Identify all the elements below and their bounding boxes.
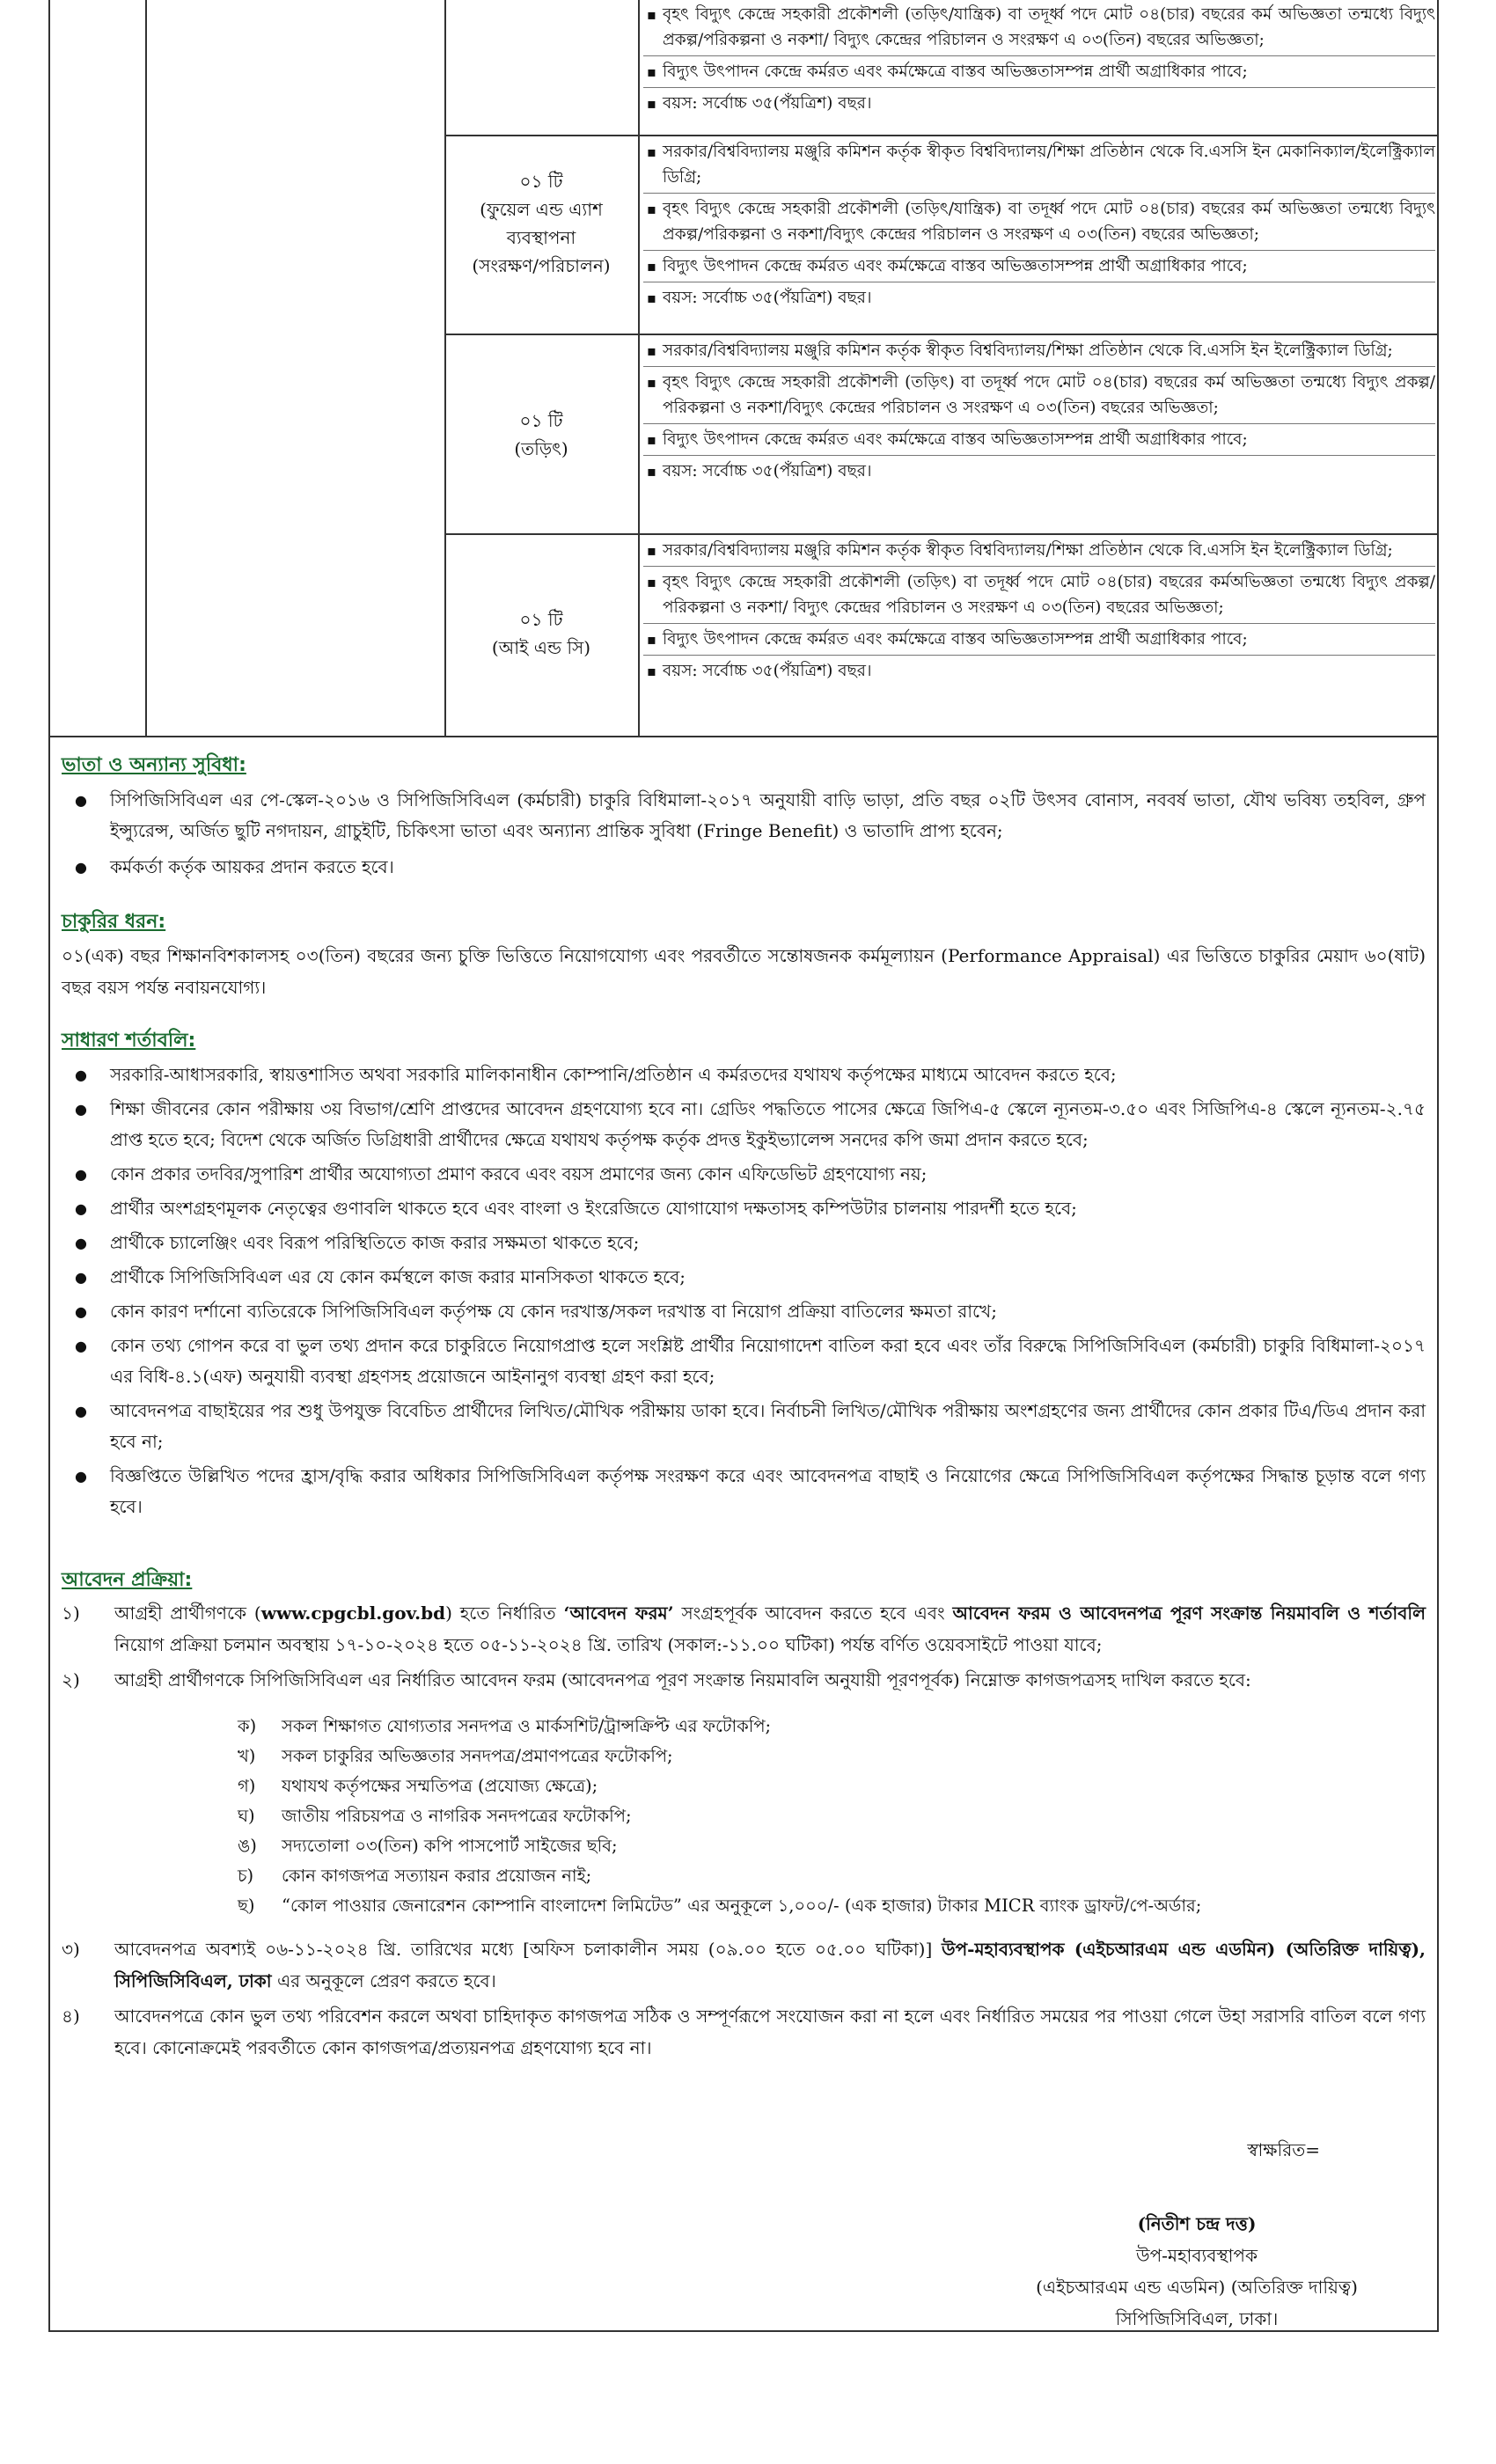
list-item: ● আবেদনপত্র বাছাইয়ের পর শুধু উপযুক্ত বিবেচিত প্রার্থীদের লিখিত/মৌখিক পরীক্ষায় ডাকা হবে। নির্বাচনী লিখিত/মৌখিক পরীক্ষায় অংশগ্রহণের জন্য প্রার্থীদের কোন প্রকার টিএ/ডিএ প্রদান করা হবে না; [75, 1396, 1426, 1457]
table-col-divider [638, 0, 640, 737]
table-row-divider [444, 334, 1437, 335]
requirement-item: ▪ বিদ্যুৎ উৎপাদন কেন্দ্রে কর্মরত এবং কর্মক্ষেত্রে বাস্তব অভিজ্ঞতাসম্পন্ন প্রার্থী অগ্রাধিকার পাবে; [643, 427, 1435, 452]
general-terms-heading: সাধারণ শর্তাবলি: [62, 1030, 196, 1052]
list-item: ● শিক্ষা জীবনের কোন পরীক্ষায় ৩য় বিভাগ/শ্রেণি প্রাপ্তদের আবেদন গ্রহণযোগ্য হবে না। গ্রেডিং পদ্ধতিতে পাসের ক্ষেত্রে জিপিএ-৫ স্কেলে ন্যূনতম-৩.৫০ এবং সিজিপিএ-৪ স্কেলে ন্যূনতম-২.৭৫ প্রাপ্ত হতে হবে; বিদেশ থেকে অর্জিত ডিগ্রিধারী প্রার্থীদের ক্ষেত্রে যথাযথ কর্তৃপক্ষ কর্তৃক প্রদত্ত ইকুইভ্যালেন্স সনদের কপি জমা প্রদান করতে হবে; [75, 1094, 1426, 1155]
list-item: ● বিজ্ঞপ্তিতে উল্লিখিত পদের হ্রাস/বৃদ্ধি করার অধিকার সিপিজিসিবিএল কর্তৃপক্ষ সংরক্ষণ করে এবং আবেদনপত্র বাছাই ও নিয়োগের ক্ষেত্রে সিপিজিসিবিএল কর্তৃপক্ষের সিদ্ধান্ত চূড়ান্ত বলে গণ্য হবে। [75, 1461, 1426, 1522]
list-item: ● প্রার্থীকে চ্যালেঞ্জিং এবং বিরূপ পরিস্থিতিতে কাজ করার সক্ষমতা থাকতে হবে; [75, 1228, 1426, 1258]
post-count-cell [444, 605, 638, 662]
requirement-item: ▪ বৃহৎ বিদ্যুৎ কেন্দ্রে সহকারী প্রকৌশলী (তড়িৎ) বা তদূর্ধ্ব পদে মোট ০৪(চার) বছরের কর্মঅভিজ্ঞতা তন্মধ্যে বিদ্যুৎ প্রকল্প/পরিকল্পনা ও নকশা/ বিদ্যুৎ কেন্দ্রের পরিচালন ও সংরক্ষণ এ ০৩(তিন) বছরের অভিজ্ঞতা; [643, 569, 1435, 620]
table-row [643, 338, 1435, 484]
list-item: ● সিপিজিসিবিএল এর পে-স্কেল-২০১৬ ও সিপিজিসিবিএল (কর্মচারী) চাকুরি বিধিমালা-২০১৭ অনুযায়ী বাড়ি ভাড়া, প্রতি বছর ০২টি উৎসব বোনাস, নববর্ষ ভাতা, যৌথ ভবিষ্য তহবিল, গ্রুপ ইন্স্যুরেন্স, অর্জিত ছুটি নগদায়ন, গ্রাচুইটি, চিকিৎসা ভাতা এবং অন্যান্য প্রান্তিক সুবিধা (Fringe Benefit) ও ভাতাদি প্রাপ্য হবেন; [75, 785, 1426, 847]
application-step: ৪) আবেদনপত্রে কোন ভুল তথ্য পরিবেশন করলে অথবা চাহিদাকৃত কাগজপত্র সঠিক ও সম্পূর্ণরূপে সংযোজন করা না হলে এবং নির্ধারিত সময়ের পর পাওয়া গেলে উহা সরাসরি বাতিল বলে গণ্য হবে। কোনোক্রমেই পরবর্তীতে কোন কাগজপত্র/প্রত্যয়নপত্র গ্রহণযোগ্য হবে না। [62, 2000, 1426, 2064]
application-step: ২) আগ্রহী প্রার্থীগণকে সিপিজিসিবিএল এর নির্ধারিত আবেদন ফরম (আবেদনপত্র পূরণ সংক্রান্ত নিয়মাবলি অনুযায়ী পূরণপূর্বক) নিম্নোক্ত কাগজপত্রসহ দাখিল করতে হবে: ক) সকল শিক্ষাগত যোগ্যতার সনদপত্র ও মার্কসশিট/ট্রান্সক্রিপ্ট এর ফটোকপি; খ) সকল চাকুরির অভিজ্ঞতার সনদপত্র/প্রমাণপত্রের ফটোকপি; গ) যথাযথ কর্তৃপক্ষের সম্মতিপত্র (প্রযোজ্য ক্ষেত্রে); ঘ) জাতীয় পরিচয়পত্র ও নাগরিক সনদপত্রের ফটোকপি; ঙ) সদ্যতোলা ০৩(তিন) কপি পাসপোর্ট সাইজের ছবি; চ) কোন কাগজপত্র সত্যায়ন করার প্রয়োজন নাই; ছ) “কোল পাওয়ার জেনারেশন কোম্পানি বাংলাদেশ লিমিটেড” এর অনুকূলে ১,০০০/- (এক হাজার) টাকার MICR ব্যাংক ড্রাফট/পে-অর্ডার; [62, 1664, 1426, 1921]
requirement-item: ▪ সরকার/বিশ্ববিদ্যালয় মঞ্জুরি কমিশন কর্তৃক স্বীকৃত বিশ্ববিদ্যালয়/শিক্ষা প্রতিষ্ঠান থেকে বি.এসসি ইন ইলেক্ট্রিক্যাল ডিগ্রি; [643, 338, 1435, 363]
table-row-divider [444, 533, 1437, 535]
table-row [643, 2, 1435, 116]
step-number: ৪) [62, 2006, 80, 2027]
table-col-divider [145, 0, 147, 737]
table-bottom-border [48, 736, 1439, 737]
requirement-item: ▪ বিদ্যুৎ উৎপাদন কেন্দ্রে কর্মরত এবং কর্মক্ষেত্রে বাস্তব অভিজ্ঞতাসম্পন্ন প্রার্থী অগ্রাধিকার পাবে; [643, 253, 1435, 279]
post-discipline: (সংরক্ষণ/পরিচালন) [472, 255, 611, 276]
post-discipline: ব্যবস্থাপনা [506, 227, 576, 248]
list-item: ঙ) সদ্যতোলা ০৩(তিন) কপি পাসপোর্ট সাইজের ছবি; [238, 1836, 618, 1856]
signatory-name: (নিতীশ চন্দ্র দত্ত) [1137, 2213, 1257, 2234]
requirement-item: ▪ বৃহৎ বিদ্যুৎ কেন্দ্রে সহকারী প্রকৌশলী (তড়িৎ/যান্ত্রিক) বা তদূর্ধ্ব পদে মোট ০৪(চার) বছরের কর্ম অভিজ্ঞতা তন্মধ্যে বিদ্যুৎ প্রকল্প/পরিকল্পনা ও নকশা/বিদ্যুৎ কেন্দ্রের পরিচালন ও সংরক্ষণ এ ০৩(তিন) বছরের অভিজ্ঞতা; [643, 196, 1435, 247]
list-item: ● প্রার্থীকে সিপিজিসিবিএল এর যে কোন কর্মস্থলে কাজ করার মানসিকতা থাকতে হবে; [75, 1262, 1426, 1293]
signature-block [1021, 2134, 1373, 2335]
job-type-heading: চাকুরির ধরন: [62, 911, 166, 933]
post-count: ০১ টি [519, 410, 563, 431]
requirement-item: ▪ বৃহৎ বিদ্যুৎ কেন্দ্রে সহকারী প্রকৌশলী (তড়িৎ/যান্ত্রিক) বা তদূর্ধ্ব পদে মোট ০৪(চার) বছরের কর্ম অভিজ্ঞতা তন্মধ্যে বিদ্যুৎ প্রকল্প/পরিকল্পনা ও নকশা/ বিদ্যুৎ কেন্দ্রের পরিচালন ও সংরক্ষণ এ ০৩(তিন) বছরের অভিজ্ঞতা; [643, 2, 1435, 53]
list-item: ● প্রার্থীর অংশগ্রহণমূলক নেতৃত্বের গুণাবলি থাকতে হবে এবং বাংলা ও ইংরেজিতে যোগাযোগ দক্ষতাসহ কম্পিউটার চালনায় পারদর্শী হতে হবে; [75, 1193, 1426, 1224]
post-discipline: (ফুয়েল এন্ড এ্যাশ [480, 199, 603, 220]
list-item: ছ) “কোল পাওয়ার জেনারেশন কোম্পানি বাংলাদেশ লিমিটেড” এর অনুকূলে ১,০০০/- (এক হাজার) টাকার MICR ব্যাংক ড্রাফট/পে-অর্ডার; [238, 1896, 1202, 1916]
signatory-department: (এইচআরএম এন্ড এডমিন) (অতিরিক্ত দায়িত্ব) [1036, 2277, 1358, 2298]
list-item: ● কোন প্রকার তদবির/সুপারিশ প্রার্থীর অযোগ্যতা প্রমাণ করবে এবং বয়স প্রমাণের জন্য কোন এফিডেভিট গ্রহণযোগ্য নয়; [75, 1159, 1426, 1190]
job-type-text: ০১(এক) বছর শিক্ষানবিশকালসহ ০৩(তিন) বছরের জন্য চুক্তি ভিত্তিতে নিয়োগযোগ্য এবং পরবর্তীতে সন্তোষজনক কর্মমূল্যায়ন (Performance Appraisal) এর ভিত্তিতে চাকুরির মেয়াদ ৬০(ষাট) বছর বয়স পর্যন্ত নবায়নযোগ্য। [62, 945, 1426, 998]
list-item: ● কর্মকর্তা কর্তৃক আয়কর প্রদান করতে হবে। [75, 852, 1426, 883]
step-number: ৩) [62, 1939, 80, 1960]
document-checklist [238, 1712, 1426, 1921]
step-number: ১) [62, 1602, 80, 1624]
list-item: ● কোন কারণ দর্শানো ব্যতিরেকে সিপিজিসিবিএল কর্তৃপক্ষ যে কোন দরখাস্ত/সকল দরখাস্ত বা নিয়োগ প্রক্রিয়া বাতিলের ক্ষমতা রাখে; [75, 1296, 1426, 1327]
list-item: গ) যথাযথ কর্তৃপক্ষের সম্মতিপত্র (প্রযোজ্য ক্ষেত্রে); [238, 1776, 598, 1796]
website-link[interactable]: www.cpgcbl.gov.bd [260, 1602, 446, 1624]
requirement-item: ▪ বৃহৎ বিদ্যুৎ কেন্দ্রে সহকারী প্রকৌশলী (তড়িৎ) বা তদূর্ধ্ব পদে মোট ০৪(চার) বছরের কর্ম অভিজ্ঞতা তন্মধ্যে বিদ্যুৎ প্রকল্প/পরিকল্পনা ও নকশা/বিদ্যুৎ কেন্দ্রের পরিচালন ও সংরক্ষণ এ ০৩(তিন) বছরের অভিজ্ঞতা; [643, 370, 1435, 421]
requirement-item: ▪ বয়স: সর্বোচ্চ ৩৫(পঁয়ত্রিশ) বছর। [643, 91, 1435, 116]
post-count: ০১ টি [519, 171, 563, 192]
table-row [643, 139, 1435, 311]
signatory-designation: উপ-মহাব্যবস্থাপক [1136, 2245, 1258, 2266]
list-item: খ) সকল চাকুরির অভিজ্ঞতার সনদপত্র/প্রমাণপত্রের ফটোকপি; [238, 1746, 673, 1766]
requirement-item: ▪ সরকার/বিশ্ববিদ্যালয় মঞ্জুরি কমিশন কর্তৃক স্বীকৃত বিশ্ববিদ্যালয়/শিক্ষা প্রতিষ্ঠান থেকে বি.এসসি ইন মেকানিক্যাল/ইলেক্ট্রিক্যাল ডিগ্রি; [643, 139, 1435, 190]
requirement-item: ▪ বয়স: সর্বোচ্চ ৩৫(পঁয়ত্রিশ) বছর। [643, 658, 1435, 684]
list-item: ● সরকারি-আধাসরকারি, স্বায়ত্তশাসিত অথবা সরকারি মালিকানাধীন কোম্পানি/প্রতিষ্ঠান এ কর্মরতদের যথাযথ কর্তৃপক্ষের মাধ্যমে আবেদন করতে হবে; [75, 1060, 1426, 1090]
requirement-item: ▪ বয়স: সর্বোচ্চ ৩৫(পঁয়ত্রিশ) বছর। [643, 285, 1435, 311]
post-count-cell [444, 407, 638, 463]
step-number: ২) [62, 1669, 80, 1690]
table-row [643, 538, 1435, 684]
allowance-list [75, 785, 1426, 883]
application-step: ১) আগ্রহী প্রার্থীগণকে (www.cpgcbl.gov.bd) হতে নির্ধারিত ‘আবেদন ফরম’ সংগ্রহপূর্বক আবেদন করতে হবে এবং আবেদন ফরম ও আবেদনপত্র পূরণ সংক্রান্ত নিয়মাবলি ও শর্তাবলি নিয়োগ প্রক্রিয়া চলমান অবস্থায় ১৭-১০-২০২৪ হতে ০৫-১১-২০২৪ খ্রি. তারিখ (সকাল:-১১.০০ ঘটিকা) পর্যন্ত বর্ণিত ওয়েবসাইটে পাওয়া যাবে; [62, 1597, 1426, 1661]
table-row-divider [444, 135, 1437, 136]
general-terms-list [75, 1060, 1426, 1522]
list-item: ● কোন তথ্য গোপন করে বা ভুল তথ্য প্রদান করে চাকুরিতে নিয়োগপ্রাপ্ত হলে সংশ্লিষ্ট প্রার্থীর নিয়োগাদেশ বাতিল করা হবে এবং তাঁর বিরুদ্ধে সিপিজিসিবিএল (কর্মচারী) চাকুরি বিধিমালা-২০১৭ এর বিধি-৪.১(এফ) অনুযায়ী ব্যবস্থা গ্রহণসহ প্রয়োজনে আইনানুগ ব্যবস্থা গ্রহণ করা হবে; [75, 1331, 1426, 1392]
application-steps [62, 1597, 1426, 2064]
post-discipline: (তড়িৎ) [514, 438, 568, 459]
requirement-item: ▪ বয়স: সর্বোচ্চ ৩৫(পঁয়ত্রিশ) বছর। [643, 458, 1435, 484]
signatory-organization: সিপিজিসিবিএল, ঢাকা। [1115, 2308, 1279, 2329]
list-item: চ) কোন কাগজপত্র সত্যায়ন করার প্রয়োজন নাই; [238, 1866, 592, 1886]
application-heading: আবেদন প্রক্রিয়া: [62, 1569, 193, 1591]
signed-label: স্বাক্ষরিত= [1247, 2139, 1320, 2160]
application-step: ৩) আবেদনপত্র অবশ্যই ০৬-১১-২০২৪ খ্রি. তারিখের মধ্যে [অফিস চলাকালীন সময় (০৯.০০ হতে ০৫.০০ ঘটিকা)] উপ-মহাব্যবস্থাপক (এইচআরএম এন্ড এডমিন) (অতিরিক্ত দায়িত্ব), সিপিজিসিবিএল, ঢাকা এর অনুকূলে প্রেরণ করতে হবে। [62, 1933, 1426, 1997]
requirement-item: ▪ সরকার/বিশ্ববিদ্যালয় মঞ্জুরি কমিশন কর্তৃক স্বীকৃত বিশ্ববিদ্যালয়/শিক্ষা প্রতিষ্ঠান থেকে বি.এসসি ইন ইলেক্ট্রিক্যাল ডিগ্রি; [643, 538, 1435, 563]
post-count: ০১ টি [519, 609, 563, 630]
allowance-heading: ভাতা ও অন্যান্য সুবিধা: [62, 754, 246, 776]
list-item: ক) সকল শিক্ষাগত যোগ্যতার সনদপত্র ও মার্কসশিট/ট্রান্সক্রিপ্ট এর ফটোকপি; [238, 1716, 772, 1736]
requirement-item: ▪ বিদ্যুৎ উৎপাদন কেন্দ্রে কর্মরত এবং কর্মক্ষেত্রে বাস্তব অভিজ্ঞতাসম্পন্ন প্রার্থী অগ্রাধিকার পাবে; [643, 59, 1435, 84]
list-item: ঘ) জাতীয় পরিচয়পত্র ও নাগরিক সনদপত্রের ফটোকপি; [238, 1806, 632, 1826]
post-count-cell [444, 167, 638, 280]
post-discipline: (আই এন্ড সি) [491, 637, 591, 658]
requirement-item: ▪ বিদ্যুৎ উৎপাদন কেন্দ্রে কর্মরত এবং কর্মক্ষেত্রে বাস্তব অভিজ্ঞতাসম্পন্ন প্রার্থী অগ্রাধিকার পাবে; [643, 627, 1435, 652]
job-requirement-table [48, 0, 1439, 737]
